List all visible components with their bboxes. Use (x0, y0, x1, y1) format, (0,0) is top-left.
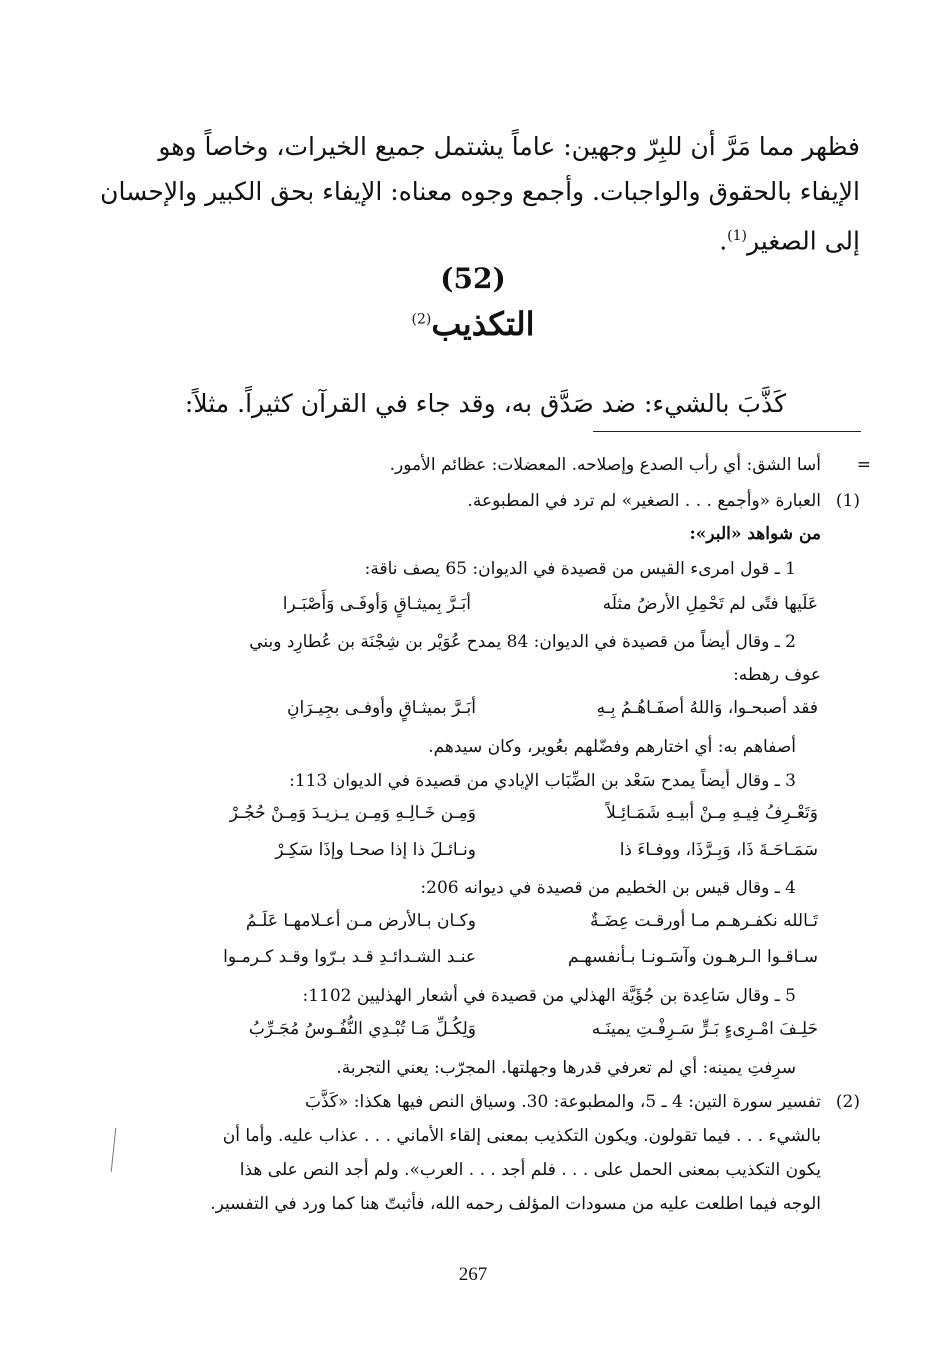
witness-4-verse-2-second: عنـد الشـدائـدِ قـد بـرّوا وقـد كـرمـوا (223, 947, 476, 967)
witness-5-gloss: سرِفتِ يمينه: أي لم تعرفي قدرها وجهلتها. المجرّب: يعني التجربة. (336, 1058, 796, 1078)
witness-4-verse-1-second: وكـان بـالأرض مـن أعـلامهـا عَلَـمُ (245, 911, 476, 931)
footnote-1-label: (1) (835, 491, 860, 511)
margin-mark (111, 1128, 118, 1172)
witness-2-verse-1-second: أبَـرَّ بميثـاقٍ وأوفـى بجِيـرَانِ (286, 698, 476, 718)
footnote-2-line-3: يكون التكذيب بمعنى الحمل على . . . فلم أجد . . . العرب». ولم أجد النص على هذا (239, 1160, 821, 1180)
footnote-separator (593, 431, 861, 432)
intro-line-3 (719, 214, 860, 263)
witness-4-verse-2-first: سـاقـوا الـرهـون وآسَـونـا بـأنفسهـم (567, 947, 818, 967)
witness-3-verse-2-first: سَمَـاحَـةَ ذَا، وَبِـرَّذَا، ووفـاءَ ذا (619, 840, 818, 860)
witness-2-verse-1-first: فقد أصبحـوا، وَاللهُ أصفَـاهُـمُ بِـهِ (596, 698, 818, 718)
witness-1-verse-1-first: عَلَيها فتًى لم تَحْمِلِ الأرضُ مثلَه (602, 594, 818, 614)
footnote-2-label: (2) (835, 1092, 860, 1112)
intro-line-3-text: إلى الصغير (747, 226, 860, 256)
footnote-2-line-1: تفسير سورة التين: 4 ـ 5، والمطبوعة: 30. وسياق النص فيها هكذا: «كَذَّبَ (304, 1092, 821, 1112)
witness-4-intro: 4 ـ وقال قيس بن الخطيم من قصيدة في ديوانه 206: (420, 878, 796, 898)
intro-line-3-end: . (719, 226, 728, 256)
body-line: كَذَّبَ بالشيء: ضد صَدَّق به، وقد جاء في القرآن كثيراً. مثلاً: (184, 389, 786, 418)
witness-2-gloss: أصفاهم به: أي اختارهم وفضّلهم بعُوير، وكان سيدهم. (428, 737, 796, 757)
witness-3-intro: 3 ـ وقال أيضاً يمدح سَعْد بن الضِّبَاب الإيادي من قصيدة في الديوان 113: (289, 771, 796, 791)
witness-1-intro: 1 ـ قول امرىء القيس من قصيدة في الديوان: 65 يصف ناقة: (364, 559, 796, 579)
footnote-2-line-4: الوجه فيما اطلعت عليه من مسودات المؤلف رحمه الله، فأثبتّ هنا كما ورد في التفسير. (210, 1194, 821, 1214)
witness-3-verse-1-first: وَتَعْـرِفُ فِيـهِ مِـنْ أبيـهِ شَمَـائِـلاً (606, 803, 818, 823)
witness-3-verse-1-second: وَمِـن خَـالِـهِ وَمِـن يـزيـدَ وَمِـنْ حُجُـرْ (229, 803, 476, 823)
witness-4-verse-1-first: تَـالله نكفـرهـم مـا أورقـت عِضَـةٌ (590, 911, 818, 931)
witness-5-verse-1-second: وَلِكُـلِّ مَـا تُبْـدِي النُّفُـوسُ مُجَـرِّبُ (248, 1019, 476, 1039)
section-number: (52) (440, 262, 506, 295)
witness-2-intro-1: 2 ـ وقال أيضاً من قصيدة في الديوان: 84 يمدح عُوَيْر بن شِجْنَة بن عُطارِد وبني (249, 632, 796, 652)
footnote-continuation: أسا الشق: أي رأب الصدع وإصلاحه. المعضلات: عظائم الأمور. (389, 455, 821, 475)
continuation-marker: = (856, 455, 871, 475)
intro-line-1: فظهر مما مَرَّ أن للبِرّ وجهين: عاماً يشتمل جميع الخيرات، وخاصاً وهو (158, 132, 860, 161)
witness-2-intro-2: عوف رهطه: (733, 665, 821, 685)
witness-5-intro: 5 ـ وقال سَاعِدة بن جُؤَيَّة الهذلي من قصيدة في أشعار الهذليين 1102: (302, 986, 796, 1006)
intro-line-2: الإيفاء بالحقوق والواجبات. وأجمع وجوه معناه: الإيفاء بحق الكبير والإحسان (100, 177, 860, 206)
footnote-1-text: العبارة «وأجمع . . . الصغير» لم ترد في المطبوعة. (467, 491, 821, 511)
section-title-text: التكذيب (431, 305, 535, 343)
footnote-ref-2[interactable]: (2) (411, 311, 432, 328)
witness-5-verse-1-first: حَلِـفَ امْـرِىءٍ بَـرٍّ سَـرِفْـتِ يمينَـه (591, 1019, 818, 1039)
witness-heading: من شواهد «البر»: (689, 524, 821, 544)
section-title (0, 305, 946, 343)
witness-1-verse-1-second: أبَـرَّ بِميثـاقٍ وَأوفَـى وَأَصْبَـرا (282, 594, 471, 614)
witness-3-verse-2-second: ونـائـلَ ذا إذا صحـا وإذَا سَكِـرْ (275, 840, 476, 860)
footnote-2-line-2: بالشيء . . . فيما تقولون. ويكون التكذيب بمعنى إلقاء الأماني . . . عذاب عليه. وأما أن (222, 1126, 821, 1146)
page-number: 267 (458, 1264, 488, 1285)
footnote-ref-1[interactable]: (1) (727, 228, 747, 244)
